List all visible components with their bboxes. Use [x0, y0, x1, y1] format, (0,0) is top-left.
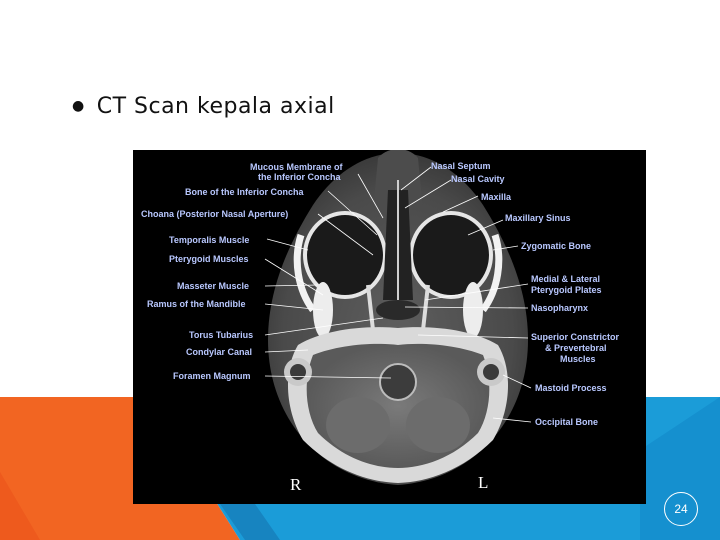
label-condylar-canal: Condylar Canal	[186, 347, 253, 357]
label-maxillary-sinus: Maxillary Sinus	[505, 213, 571, 223]
label-foramen-magnum: Foramen Magnum	[173, 371, 251, 381]
ct-scan-image	[133, 150, 646, 504]
label-nasal-cavity: Nasal Cavity	[451, 174, 505, 184]
page-number-badge	[664, 492, 698, 526]
bullet-label: CT Scan kepala axial	[96, 94, 335, 119]
side-marker-right: R	[290, 475, 302, 494]
label-muscles: Muscles	[560, 354, 596, 364]
label-maxilla: Maxilla	[481, 192, 512, 202]
label-inferior-concha: the Inferior Concha	[258, 172, 341, 182]
maxillary-sinus-left	[413, 215, 489, 295]
label-bone-inferior-concha: Bone of the Inferior Concha	[185, 187, 304, 197]
side-marker-left: L	[478, 473, 489, 492]
label-pterygoid-muscles: Pterygoid Muscles	[169, 254, 249, 264]
mastoid-left-air	[483, 364, 499, 380]
label-medial-lateral: Medial & Lateral	[531, 274, 601, 284]
label-nasopharynx: Nasopharynx	[531, 303, 589, 313]
label-prevertebral: & Prevertebral	[545, 343, 607, 353]
mandible-ramus-left	[463, 282, 483, 338]
bullet-text	[72, 94, 335, 119]
page-number: 24	[674, 502, 688, 516]
nasopharynx	[376, 300, 420, 320]
label-masseter-muscle: Masseter Muscle	[177, 281, 250, 291]
label-nasal-septum: Nasal Septum	[431, 161, 491, 171]
foramen-magnum	[380, 364, 416, 400]
bullet-dot: ●	[72, 98, 85, 114]
label-superior-constrictor: Superior Constrictor	[531, 332, 620, 342]
label-mastoid-process: Mastoid Process	[535, 383, 607, 393]
cerebellum-left	[406, 397, 470, 453]
label-zygomatic-bone: Zygomatic Bone	[521, 241, 592, 251]
ct-scan-figure	[133, 150, 646, 504]
label-temporalis-muscle: Temporalis Muscle	[169, 235, 250, 245]
label-mucous-membrane: Mucous Membrane of	[250, 162, 343, 172]
label-torus-tubarius: Torus Tubarius	[189, 330, 254, 340]
mastoid-right-air	[290, 364, 306, 380]
label-ramus-mandible: Ramus of the Mandible	[147, 299, 246, 309]
cerebellum-right	[326, 397, 390, 453]
label-occipital-bone: Occipital Bone	[535, 417, 599, 427]
label-choana: Choana (Posterior Nasal Aperture)	[141, 209, 289, 219]
label-pterygoid-plates: Pterygoid Plates	[531, 285, 602, 295]
maxillary-sinus-right	[307, 215, 383, 295]
